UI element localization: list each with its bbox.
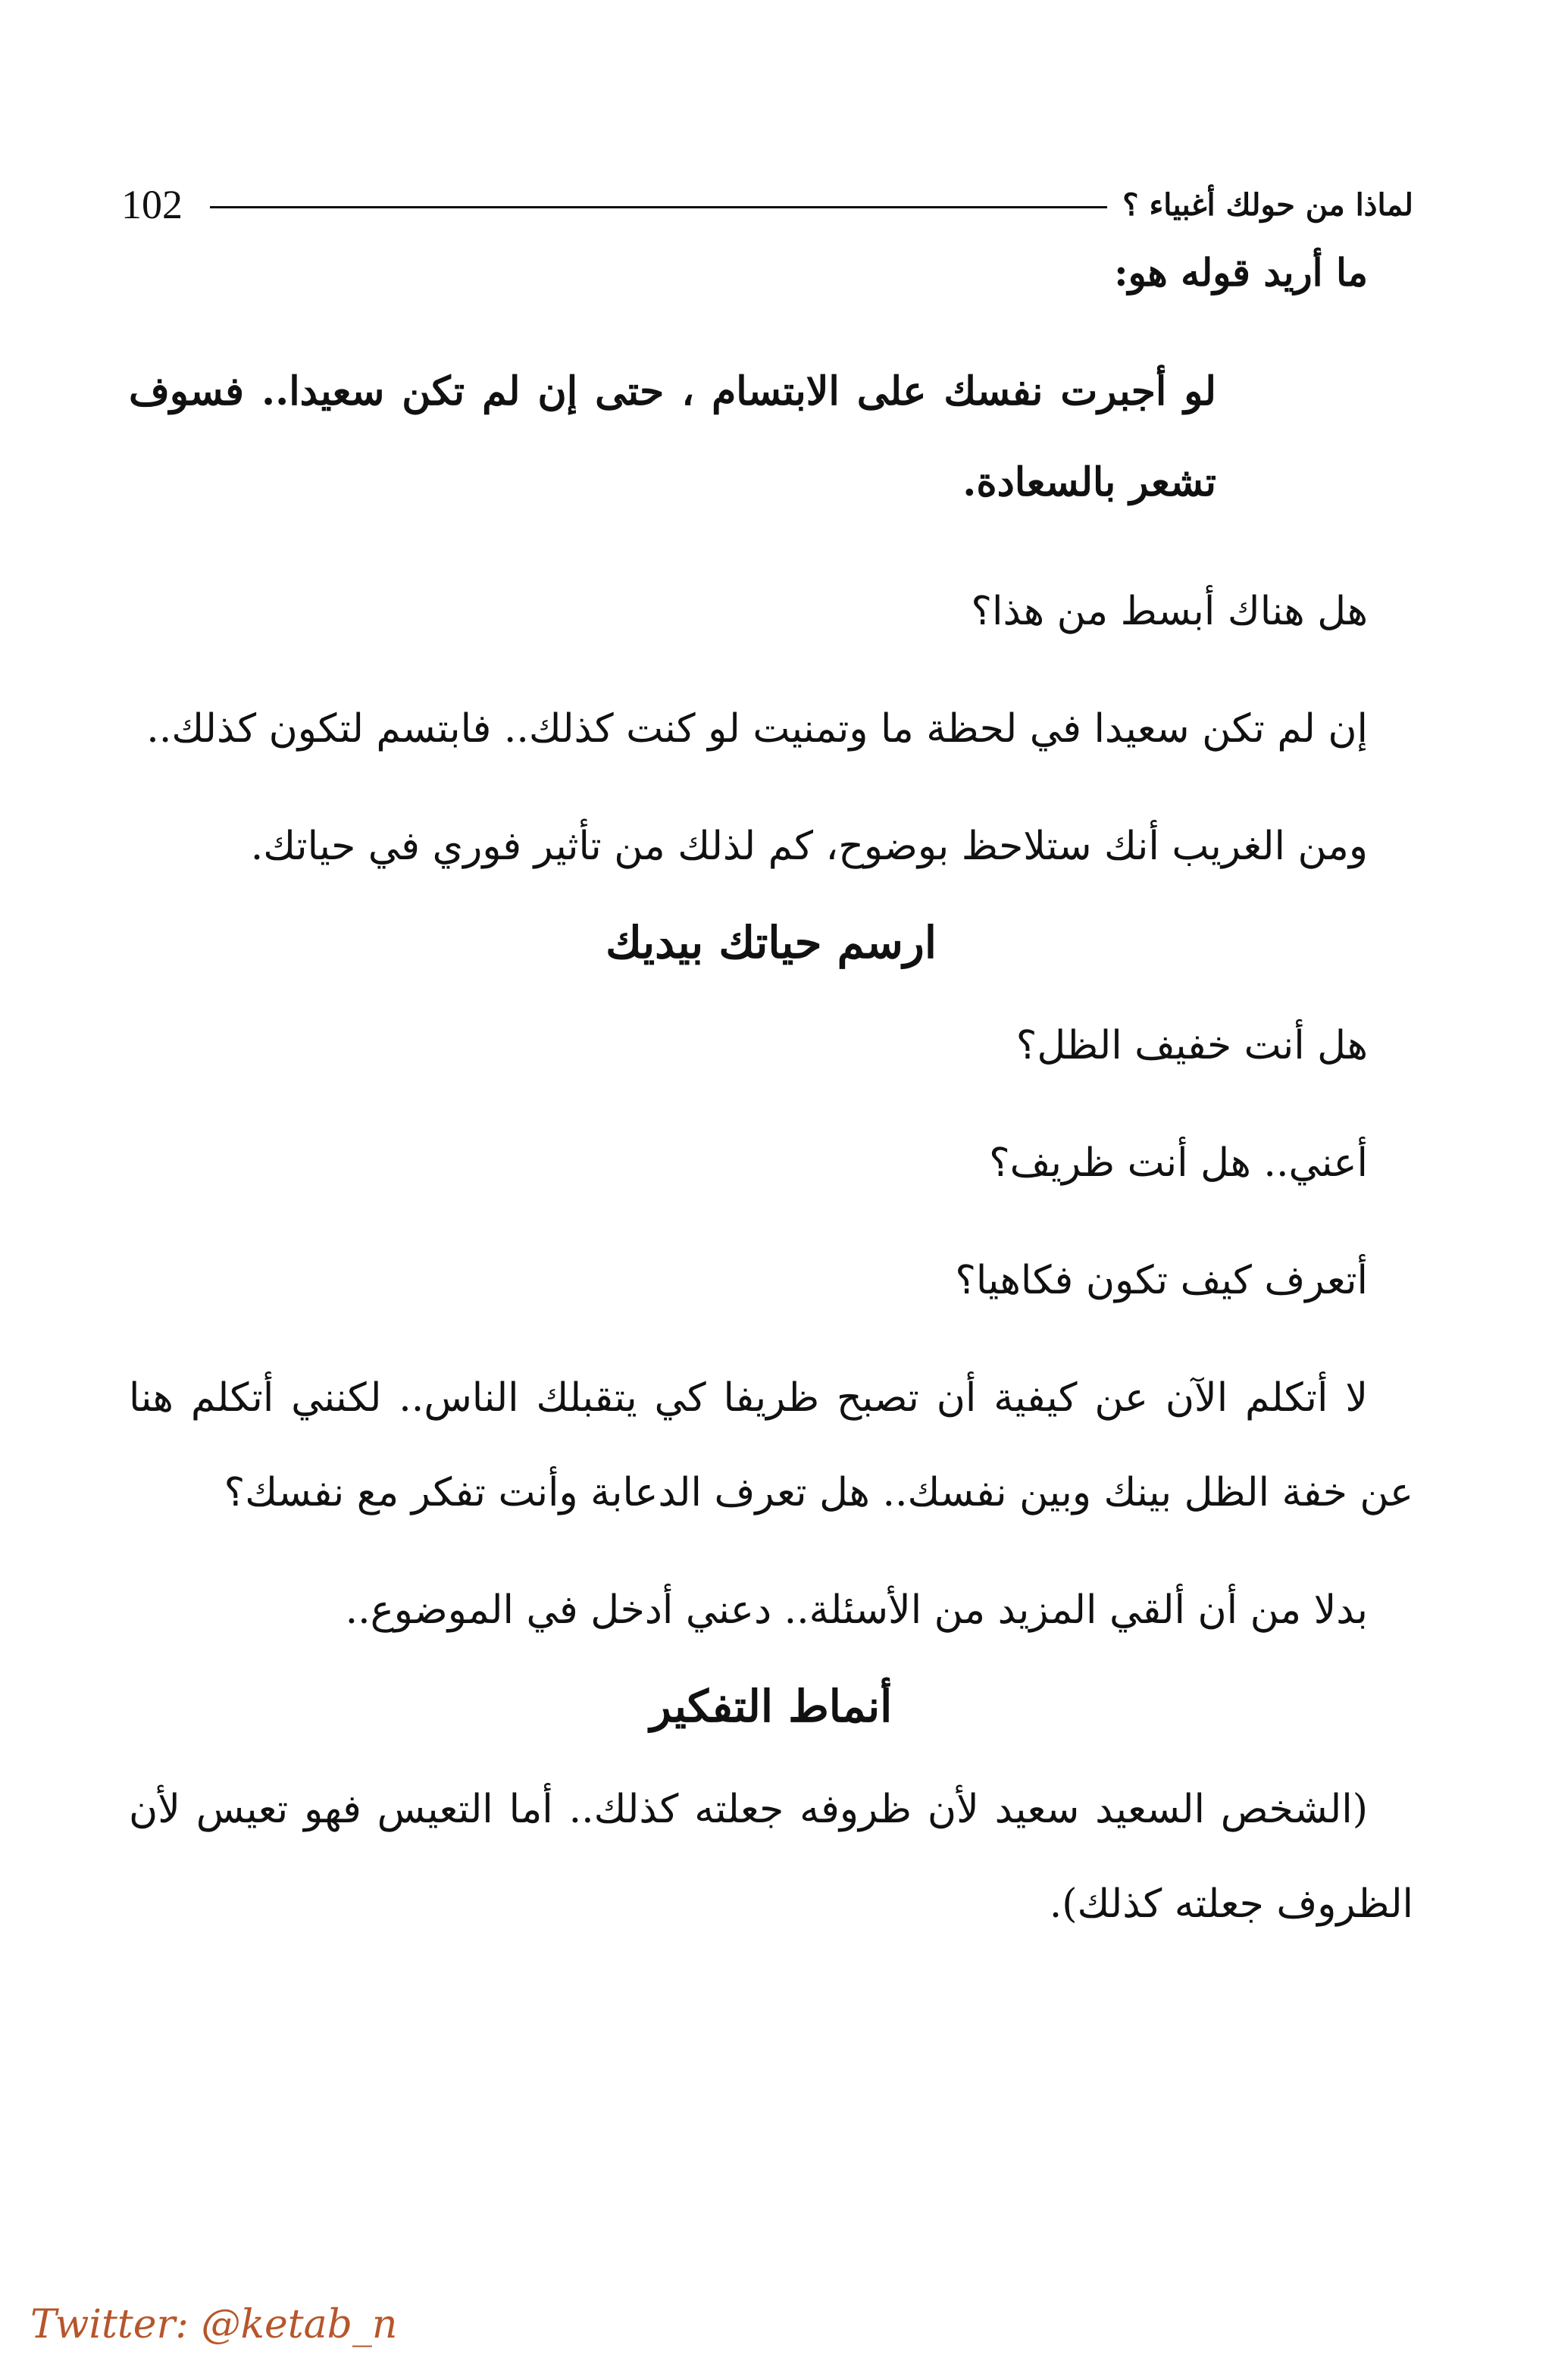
- section-heading: أنماط التفكير: [649, 1681, 893, 1732]
- running-title: لماذا من حولك أغبياء ؟: [1122, 186, 1413, 223]
- paragraph: أتعرف كيف تكون فكاهيا؟: [955, 1258, 1368, 1303]
- emphasized-statement: لو أجبرت نفسك على الابتسام ، حتى إن لم تكن سعيدا.. فسوف تشعر بالسعادة.: [129, 368, 1216, 505]
- page-body: [129, 250, 1413, 1975]
- header-rule: [210, 206, 1107, 208]
- paragraph: هل أنت خفيف الظل؟: [1015, 1023, 1368, 1068]
- paragraph: أعني.. هل أنت ظريف؟: [989, 1140, 1368, 1186]
- paragraph: إن لم تكن سعيدا في لحظة ما وتمنيت لو كنت كذلك.. فابتسم لتكون كذلك..: [146, 706, 1368, 752]
- paragraph: (الشخص السعيد سعيد لأن ظروفه جعلته كذلك.. أما التعيس فهو تعيس لأن الظروف جعلته كذلك).: [129, 1787, 1413, 1927]
- paragraph: ومن الغريب أنك ستلاحظ بوضوح، كم لذلك من تأثير فوري في حياتك.: [250, 824, 1368, 869]
- page-header: [121, 170, 1413, 239]
- paragraph: لا أتكلم الآن عن كيفية أن تصبح ظريفا كي يتقبلك الناس.. لكنني أتكلم هنا عن خفة الظل بينك وبين نفسك.. هل تعرف الدعابة وأنت تفكر مع نفسك؟: [129, 1375, 1413, 1515]
- page-number: 102: [121, 182, 183, 227]
- paragraph: هل هناك أبسط من هذا؟: [971, 589, 1368, 634]
- twitter-watermark: Twitter: @ketab_n: [30, 2302, 398, 2347]
- lead-line: ما أريد قوله هو:: [1114, 250, 1368, 295]
- paragraph: بدلا من أن ألقي المزيد من الأسئلة.. دعني أدخل في الموضوع..: [345, 1587, 1368, 1633]
- section-heading: ارسم حياتك بيديك: [605, 917, 937, 968]
